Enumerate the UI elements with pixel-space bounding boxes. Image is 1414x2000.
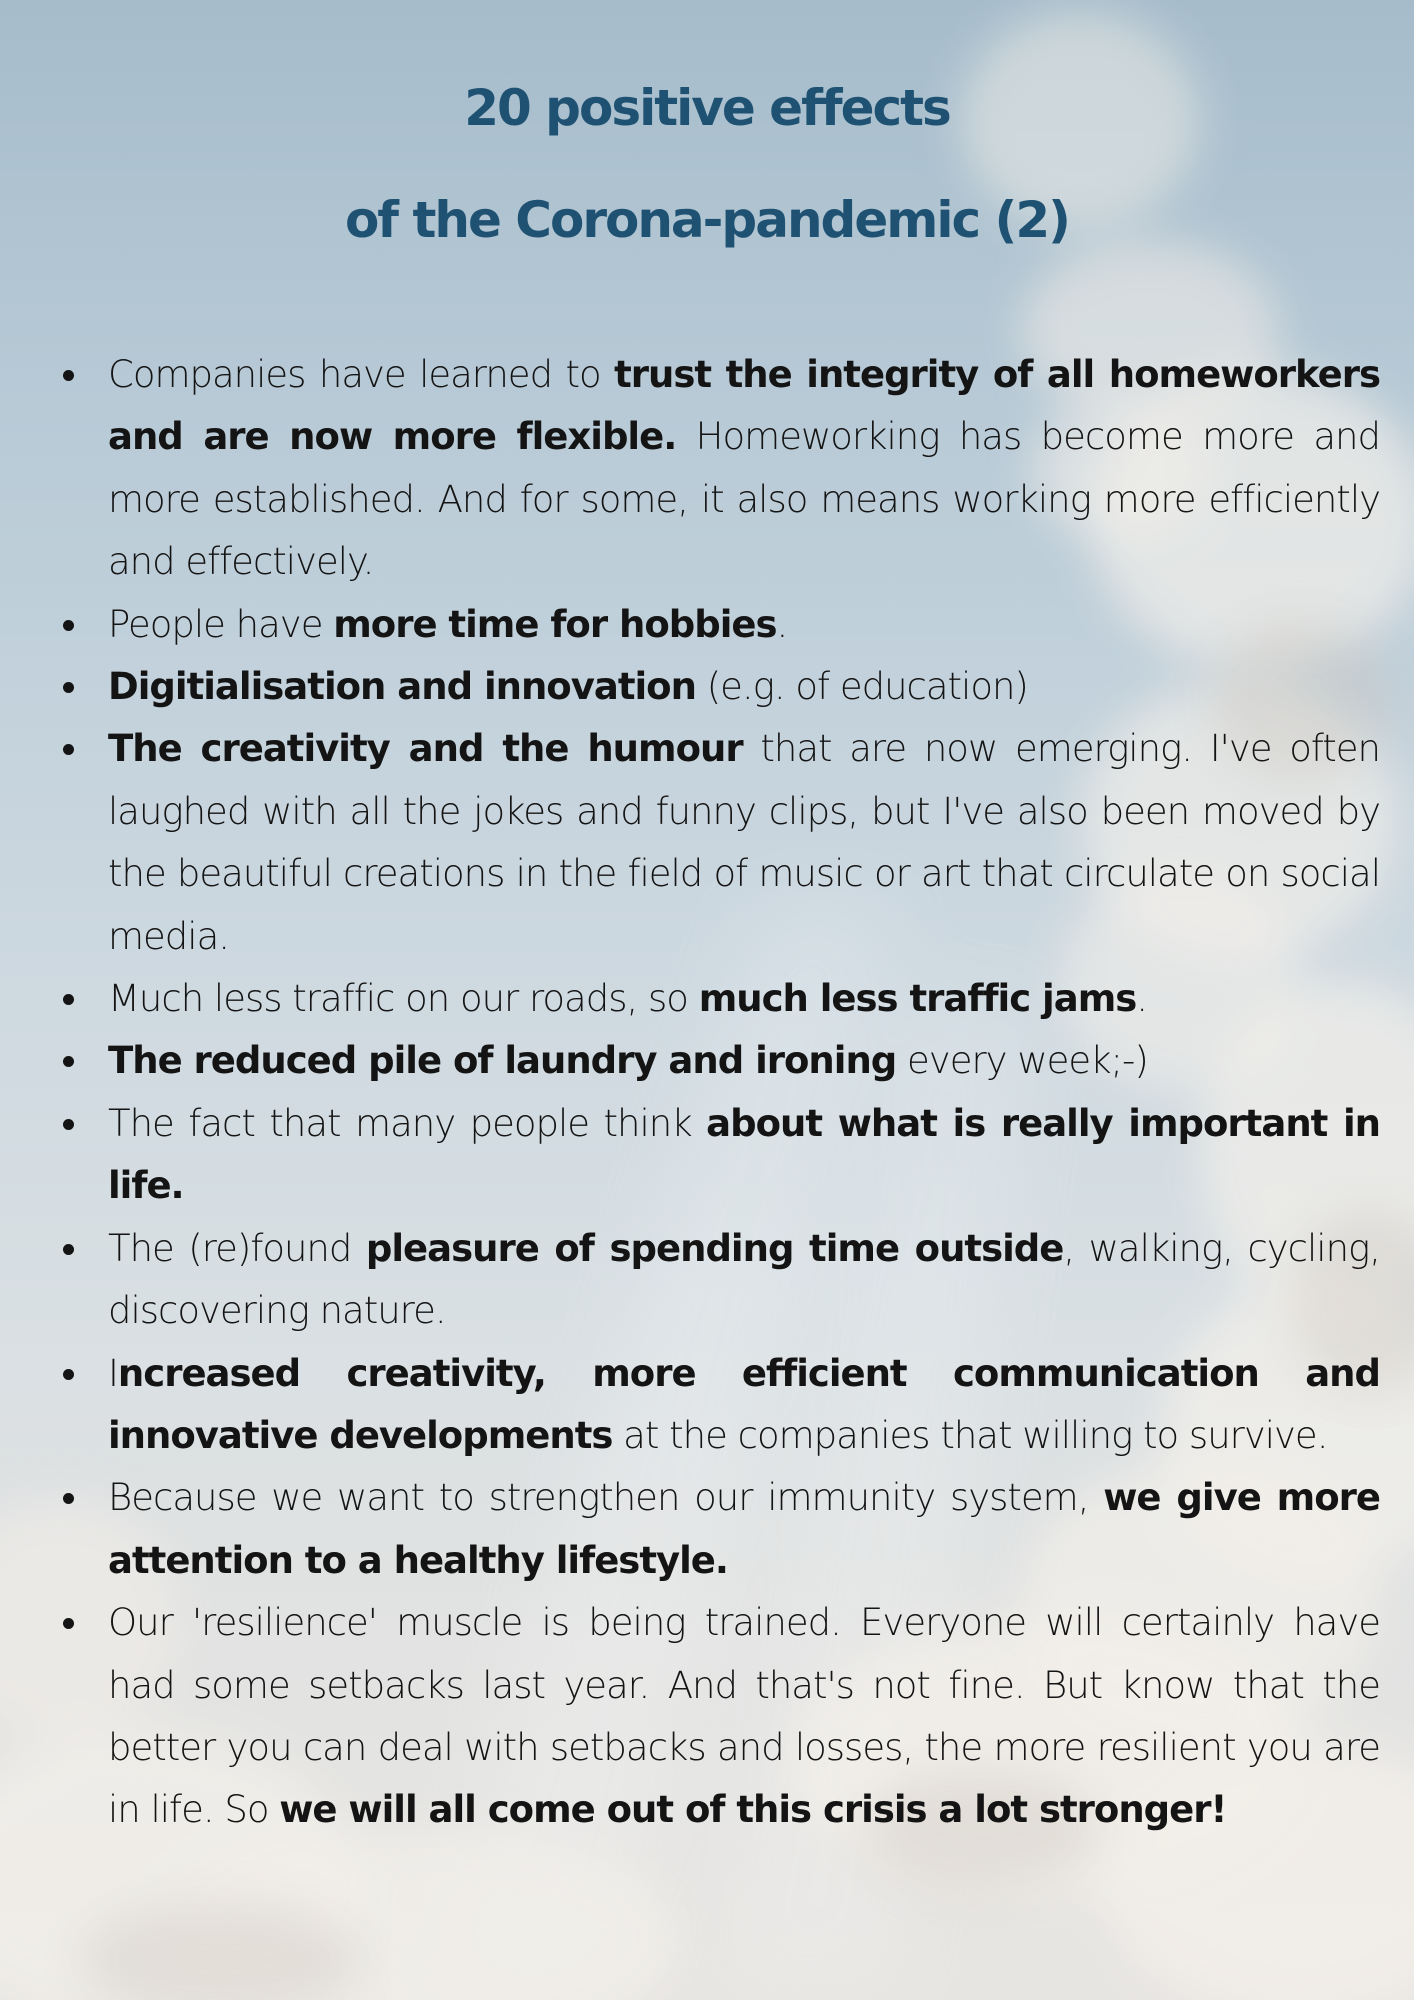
effects-list (108, 344, 1380, 1842)
title-line-2: of the Corona-pandemic (2) (344, 191, 1070, 249)
list-item (108, 656, 1380, 718)
item-text: , walking, cycling, discovering nature. (108, 1226, 1380, 1333)
item-text: The (re)found (108, 1226, 366, 1270)
item-text: (e.g. of education) (695, 665, 1028, 709)
item-text: The fact that many people think (108, 1101, 707, 1145)
item-highlight: The reduced pile of laundry and ironing (108, 1039, 897, 1083)
item-text: Homeworking has become more and more established. And for some, it also means working more efficiently and effectively. (108, 415, 1380, 584)
item-highlight: more time for hobbies (333, 602, 777, 646)
list-item (108, 594, 1380, 656)
item-highlight: we give more attention to a healthy lifestyle. (108, 1476, 1380, 1582)
list-item (108, 1218, 1380, 1343)
page-title (0, 52, 1414, 276)
item-text: Companies have learned to (108, 353, 615, 396)
item-highlight: The creativity and the humour (108, 727, 743, 771)
list-item (108, 718, 1380, 968)
item-highlight: pleasure of spending time outside (365, 1226, 1064, 1270)
list-item (108, 1093, 1380, 1218)
list-item (108, 1343, 1380, 1468)
list-item (108, 344, 1380, 594)
item-text: I (108, 1351, 118, 1395)
item-text: People have (108, 602, 334, 646)
item-text: Our 'resilience' muscle is being trained. Everyone will certainly have had some setbacks last year. And that's not fine. But know that the better you can deal with setbacks and losses, the more resilient you are in life. So (108, 1601, 1380, 1832)
item-text: every week;-) (896, 1039, 1148, 1083)
item-text: that are now emerging. I've often laughed with all the jokes and funny clips, but I've also been moved by the beautiful creations in the field of music or art that circulate on social media. (108, 727, 1381, 958)
item-text: . (1136, 977, 1148, 1021)
item-text: Much less traffic on our roads, so (108, 977, 699, 1021)
list-item (108, 968, 1380, 1030)
title-line-1: 20 positive effects (464, 79, 950, 137)
item-highlight: ncreased creativity, more efficient communication and innovative developments (108, 1351, 1380, 1457)
item-text: at the companies that willing to survive. (612, 1413, 1328, 1457)
item-highlight: much less traffic jams (698, 977, 1137, 1021)
item-highlight: trust the integrity of all homeworkers and are now more flexible. (108, 353, 1381, 459)
item-highlight: we will all come out of this crisis a lot stronger! (279, 1788, 1227, 1832)
item-text: . (776, 602, 788, 646)
list-item (108, 1467, 1380, 1592)
list-item (108, 1030, 1380, 1092)
item-highlight: about what is really important in life. (108, 1101, 1380, 1208)
item-text: Because we want to strengthen our immunity system, (108, 1476, 1104, 1520)
list-item (108, 1592, 1380, 1842)
item-highlight: Digitialisation and innovation (108, 665, 696, 709)
